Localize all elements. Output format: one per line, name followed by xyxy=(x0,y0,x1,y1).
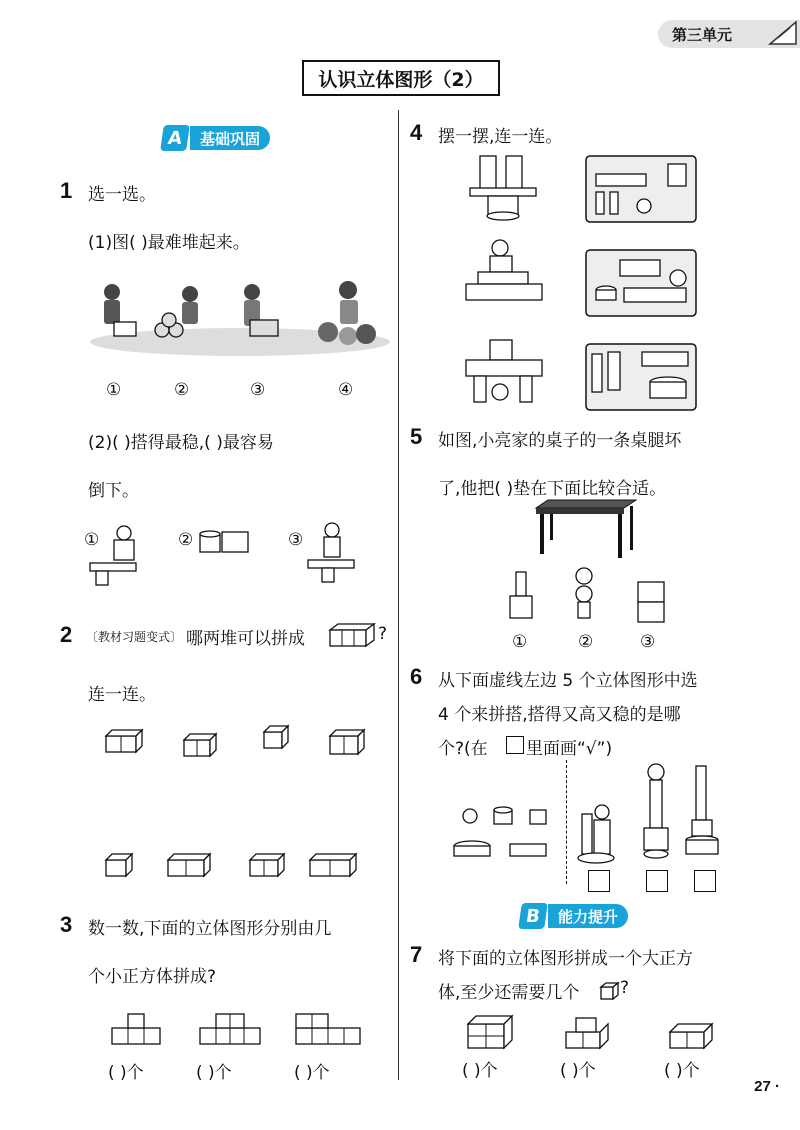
section-a-label: 基础巩固 xyxy=(190,126,270,150)
q6-line3a: 个?(在 xyxy=(438,739,488,759)
q5-option-3: ③ xyxy=(640,632,656,652)
q1-prompt: 选一选。 xyxy=(88,185,156,205)
q2-bottom-row-cubes xyxy=(104,850,394,890)
section-b-label: 能力提升 xyxy=(548,904,628,928)
section-b-header xyxy=(520,902,628,930)
q2-qmark: ? xyxy=(378,624,388,644)
q5-option-2-shape xyxy=(572,566,612,626)
q5-line2: 了,他把( )垫在下面比较合适。 xyxy=(438,479,667,499)
stack-3-shape xyxy=(302,522,362,582)
section-a-letter: A xyxy=(160,125,190,151)
q3-cube-figures xyxy=(110,1010,380,1050)
ruler-triangle-icon xyxy=(768,20,798,46)
q1-option2-3: ③ xyxy=(288,530,304,550)
q6-dashed-separator xyxy=(566,760,567,884)
column-divider xyxy=(398,110,399,1080)
q3-answer-2: ( )个 xyxy=(196,1063,232,1083)
q7-line2b: ? xyxy=(620,978,630,998)
q1-part2b: 倒下。 xyxy=(88,481,139,501)
q6-answer-box-1[interactable] xyxy=(588,870,610,892)
children-stacking-illustration xyxy=(90,280,390,360)
q4-stack-1 xyxy=(460,150,560,230)
q1-option1-4: ④ xyxy=(338,380,354,400)
q2-tag: 〔教材习题变式〕 xyxy=(86,630,183,644)
q4-number: 4 xyxy=(410,120,423,145)
q5-option-1: ① xyxy=(512,632,528,652)
q4-stack-2 xyxy=(460,240,560,320)
q7-answer-2: ( )个 xyxy=(560,1061,596,1081)
q3-number: 3 xyxy=(60,912,73,937)
stack-2-shape xyxy=(198,528,258,558)
unit-label: 第三单元 xyxy=(672,26,733,44)
section-a-header xyxy=(162,124,270,152)
page-title: 认识立体图形（2） xyxy=(302,60,500,96)
q4-box-1 xyxy=(586,156,696,226)
q1-option2-2: ② xyxy=(178,530,194,550)
q7-number: 7 xyxy=(410,942,423,967)
q6-line2: 4 个来拼搭,搭得又高又稳的是哪 xyxy=(438,705,681,725)
page-number: 27 · xyxy=(754,1078,780,1095)
q2-top-row-cubes xyxy=(104,726,394,766)
q1-part2a: (2)( )搭得最稳,( )最容易 xyxy=(88,433,274,453)
q1-option1-3: ③ xyxy=(250,380,266,400)
q7-cube-figures xyxy=(466,1012,736,1052)
q1-part1: (1)图( )最难堆起来。 xyxy=(88,233,250,253)
q6-answer-box-3[interactable] xyxy=(694,870,716,892)
q5-option-1-shape xyxy=(506,570,566,630)
q5-option-3-shape xyxy=(636,580,676,640)
broken-table-illustration xyxy=(536,500,646,560)
q6-stack-options xyxy=(576,760,726,870)
q3-answer-1: ( )个 xyxy=(108,1063,144,1083)
q2-prompt: 哪两堆可以拼成 xyxy=(186,629,305,649)
q7-line2a: 体,至少还需要几个 xyxy=(438,983,580,1003)
q5-line1: 如图,小亮家的桌子的一条桌腿坏 xyxy=(438,431,682,451)
q2-number: 2 xyxy=(60,622,73,647)
small-cube-icon xyxy=(600,982,620,1000)
q4-box-2 xyxy=(586,250,696,320)
q3-line2: 个小正方体拼成? xyxy=(88,967,217,987)
q5-number: 5 xyxy=(410,424,423,449)
section-b-letter: B xyxy=(518,903,548,929)
q3-line1: 数一数,下面的立体图形分别由几 xyxy=(88,919,332,939)
q1-number: 1 xyxy=(60,178,73,203)
q7-answer-3: ( )个 xyxy=(664,1061,700,1081)
q6-source-shapes xyxy=(454,808,564,868)
stack-1-shape xyxy=(86,525,146,585)
q1-option1-1: ① xyxy=(106,380,122,400)
q2-target-cubes xyxy=(328,620,378,648)
q5-option-2: ② xyxy=(578,632,594,652)
q6-answer-box-2[interactable] xyxy=(646,870,668,892)
q7-line1: 将下面的立体图形拼成一个大正方 xyxy=(438,949,693,969)
q6-line3b: 里面画“√”) xyxy=(526,739,613,759)
q6-line1: 从下面虚线左边 5 个立体图形中选 xyxy=(438,671,698,691)
q4-box-3 xyxy=(586,344,696,414)
q1-option1-2: ② xyxy=(174,380,190,400)
q4-prompt: 摆一摆,连一连。 xyxy=(438,127,563,147)
q3-answer-3: ( )个 xyxy=(294,1063,330,1083)
q2-line2: 连一连。 xyxy=(88,685,156,705)
q7-answer-1: ( )个 xyxy=(462,1061,498,1081)
q4-stack-3 xyxy=(460,330,560,410)
q1-option2-1: ① xyxy=(84,530,100,550)
q6-inline-box xyxy=(506,736,524,754)
q6-number: 6 xyxy=(410,664,423,689)
unit-banner xyxy=(650,14,800,48)
